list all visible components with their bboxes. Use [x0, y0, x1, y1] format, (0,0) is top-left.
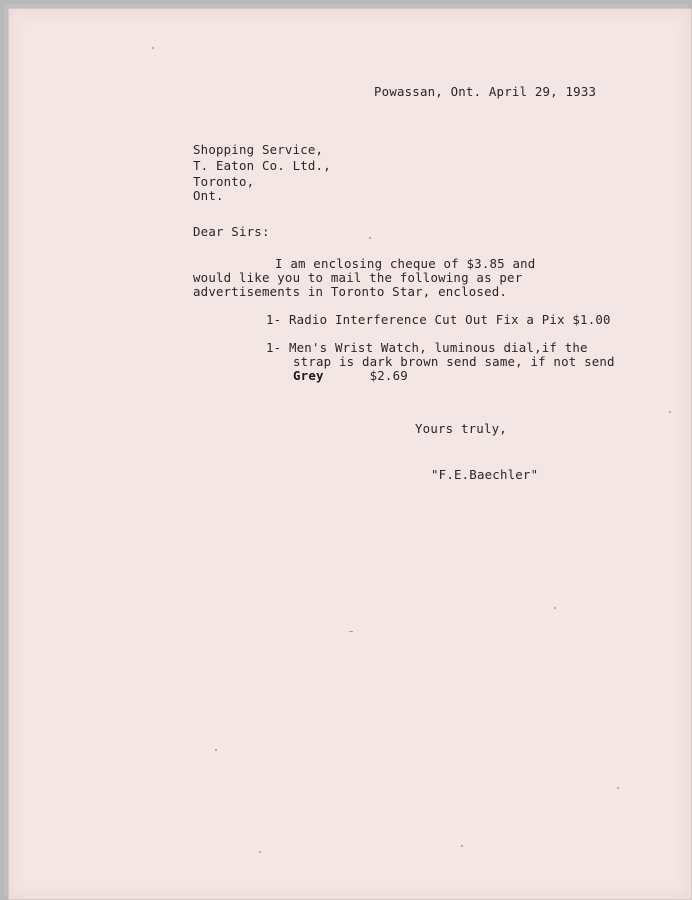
paper-speck: [259, 851, 261, 853]
date-line: Powassan, Ont. April 29, 1933: [374, 84, 597, 99]
recipient-line-1: Shopping Service,: [193, 142, 324, 157]
closing: Yours truly,: [415, 421, 507, 436]
salutation: Dear Sirs:: [193, 224, 270, 239]
body-line-2: would like you to mail the following as per: [193, 270, 523, 285]
recipient-line-2: T. Eaton Co. Ltd.,: [193, 158, 331, 173]
paper-speck: [617, 787, 619, 789]
body-line-1: I am enclosing cheque of $3.85 and: [275, 256, 536, 271]
paper-speck: [554, 607, 556, 609]
item-2-spacer: [324, 368, 370, 383]
order-item-2-line-3: [293, 369, 408, 383]
paper-speck: [669, 411, 671, 413]
signature: "F.E.Baechler": [431, 467, 539, 482]
paper-speck: [215, 749, 217, 751]
recipient-line-4: Ont.: [193, 188, 224, 203]
order-item-1: 1- Radio Interference Cut Out Fix a Pix $1.00: [266, 312, 611, 327]
paper-speck: [349, 631, 353, 632]
paper-speck: [152, 47, 154, 49]
recipient-line-3: Toronto,: [193, 174, 255, 189]
item-2-price: $2.69: [369, 368, 408, 383]
paper-speck: [369, 237, 371, 239]
order-item-2-line-2: strap is dark brown send same, if not send: [293, 354, 615, 369]
letter-page: [8, 8, 692, 900]
body-line-3: advertisements in Toronto Star, enclosed.: [193, 284, 508, 299]
order-item-2-line-1: 1- Men's Wrist Watch, luminous dial,if the: [266, 340, 588, 355]
item-2-color: Grey: [293, 368, 324, 383]
paper-speck: [461, 845, 463, 847]
